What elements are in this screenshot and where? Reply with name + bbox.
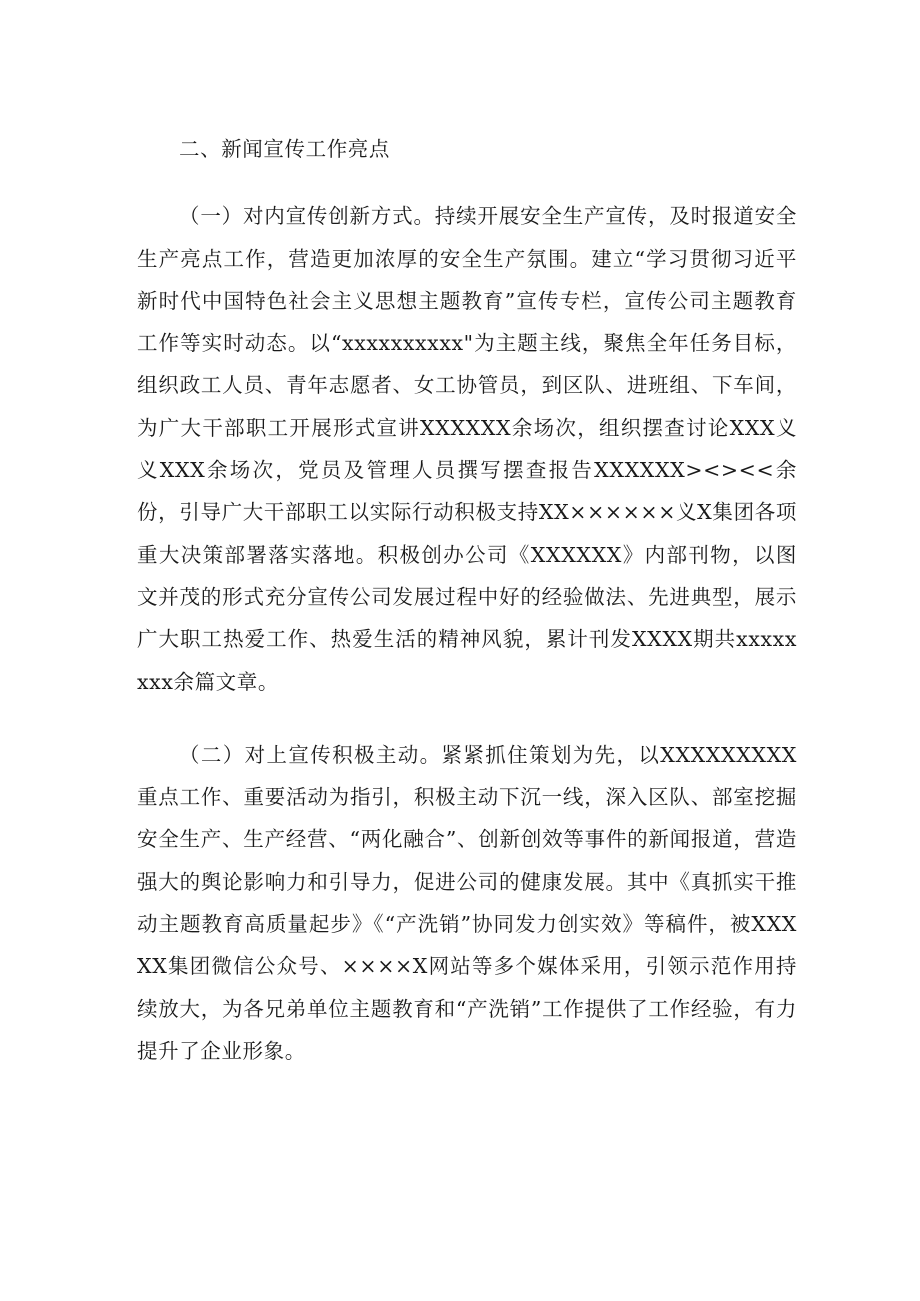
paragraph-internal-publicity: （一）对内宣传创新方式。持续开展安全生产宣传，及时报道安全生产亮点工作，营造更加浓厚的安全生产氛围。建立“学习贯彻习近平新时代中国特色社会主义思想主题教育”宣传专栏，宣传公司主题教育工作等实时动态。以“xxxxxxxxxx"为主题主线，聚焦全年任务目标，组织政工人员、青年志愿者、女工协管员，到区队、进班组、下车间，为广大干部职工开展形式宣讲XXXXXX余场次，组织摆查讨论XXX义义XXX余场次，党员及管理人员撰写摆查报告XXXXXX><><<余份，引导广大干部职工以实际行动积极支持XX××××××义X集团各项重大决策部署落实落地。积极创办公司《XXXXXX》内部刊物，以图文并茂的形式充分宣传公司发展过程中好的经验做法、先进典型，展示广大职工热爱工作、热爱生活的精神风貌，累计刊发XXXX期共xxxxxxxx余篇文章。 [137, 204, 797, 694]
section-heading: 二、新闻宣传工作亮点 [179, 137, 390, 161]
document-body [137, 128, 797, 1072]
spacer [137, 703, 797, 734]
paragraph-external-publicity: （二）对上宣传积极主动。紧紧抓住策划为先，以XXXXXXXXX重点工作、重要活动为指引，积极主动下沉一线，深入区队、部室挖掘安全生产、生产经营、“两化融合”、创新创效等事件的新闻报道，营造强大的舆论影响力和引导力，促进公司的健康发展。其中《真抓实干推动主题教育高质量起步》《“产洗销”协同发力创实效》等稿件，被XXXXX集团微信公众号、××××X网站等多个媒体采用，引领示范作用持续放大，为各兄弟单位主题教育和“产洗销”工作提供了工作经验，有力提升了企业形象。 [137, 742, 797, 1063]
spacer [137, 170, 797, 195]
